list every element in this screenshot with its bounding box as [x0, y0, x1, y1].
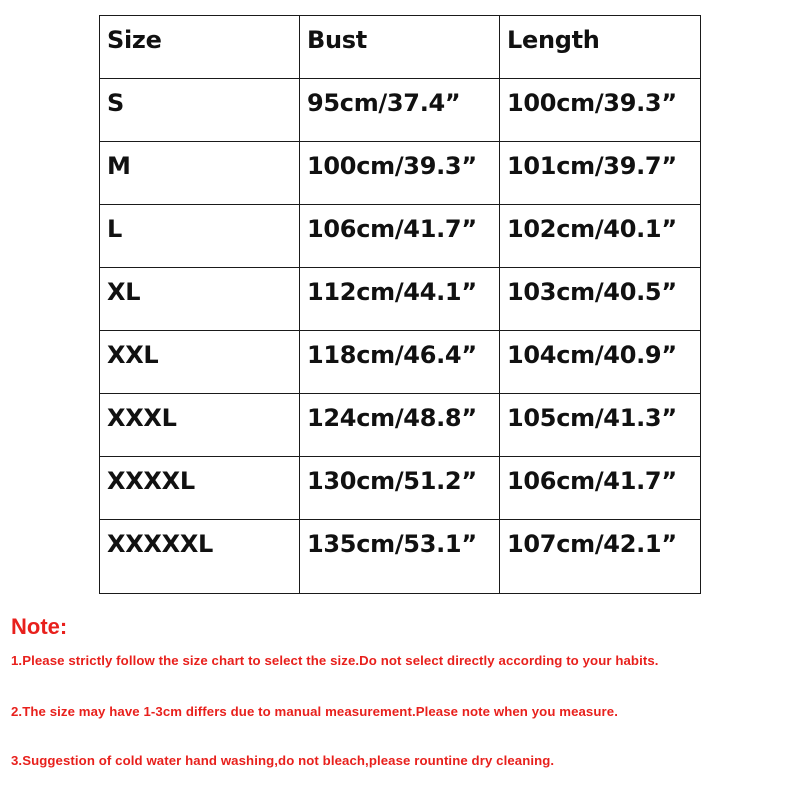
- size-value: M: [107, 152, 131, 180]
- size-cell: [100, 394, 300, 457]
- bust-value: 106cm/41.7”: [307, 215, 477, 243]
- size-value: XXXXXL: [107, 530, 214, 558]
- size-value: L: [107, 215, 122, 243]
- table-row: [100, 142, 701, 205]
- bust-value: 112cm/44.1”: [307, 278, 477, 306]
- header-size-label: Size: [107, 26, 162, 54]
- size-cell: [100, 142, 300, 205]
- length-value: 106cm/41.7”: [507, 467, 677, 495]
- bust-cell: [300, 331, 500, 394]
- bust-value: 130cm/51.2”: [307, 467, 477, 495]
- length-value: 107cm/42.1”: [507, 530, 677, 558]
- table-row: [100, 79, 701, 142]
- length-value: 105cm/41.3”: [507, 404, 677, 432]
- size-chart-table: [99, 15, 701, 594]
- bust-cell: [300, 79, 500, 142]
- table-row: [100, 457, 701, 520]
- bust-value: 135cm/53.1”: [307, 530, 477, 558]
- bust-cell: [300, 268, 500, 331]
- bust-cell: [300, 520, 500, 594]
- length-value: 104cm/40.9”: [507, 341, 677, 369]
- bust-value: 118cm/46.4”: [307, 341, 477, 369]
- table-row: [100, 520, 701, 594]
- bust-cell: [300, 394, 500, 457]
- size-cell: [100, 457, 300, 520]
- header-length: [500, 16, 701, 79]
- length-value: 101cm/39.7”: [507, 152, 677, 180]
- bust-value: 95cm/37.4”: [307, 89, 461, 117]
- bust-value: 100cm/39.3”: [307, 152, 477, 180]
- size-cell: [100, 520, 300, 594]
- header-bust: [300, 16, 500, 79]
- table-row: [100, 205, 701, 268]
- length-cell: [500, 520, 701, 594]
- length-cell: [500, 205, 701, 268]
- table-row: [100, 268, 701, 331]
- size-value: XXL: [107, 341, 159, 369]
- size-cell: [100, 205, 300, 268]
- length-value: 102cm/40.1”: [507, 215, 677, 243]
- size-cell: [100, 331, 300, 394]
- size-cell: [100, 268, 300, 331]
- length-cell: [500, 79, 701, 142]
- note-item-3: 3.Suggestion of cold water hand washing,do not bleach,please rountine dry cleaning.: [11, 753, 555, 768]
- length-value: 103cm/40.5”: [507, 278, 677, 306]
- bust-cell: [300, 457, 500, 520]
- size-value: XXXXL: [107, 467, 195, 495]
- header-size: [100, 16, 300, 79]
- length-value: 100cm/39.3”: [507, 89, 677, 117]
- note-item-2: 2.The size may have 1-3cm differs due to manual measurement.Please note when you measure.: [11, 704, 618, 719]
- bust-cell: [300, 142, 500, 205]
- size-cell: [100, 79, 300, 142]
- length-cell: [500, 142, 701, 205]
- bust-cell: [300, 205, 500, 268]
- bust-value: 124cm/48.8”: [307, 404, 477, 432]
- table-header-row: [100, 16, 701, 79]
- header-length-label: Length: [507, 26, 600, 54]
- note-title: Note:: [11, 614, 68, 639]
- size-value: XL: [107, 278, 141, 306]
- length-cell: [500, 457, 701, 520]
- header-bust-label: Bust: [307, 26, 367, 54]
- length-cell: [500, 331, 701, 394]
- size-value: S: [107, 89, 124, 117]
- length-cell: [500, 268, 701, 331]
- size-value: XXXL: [107, 404, 177, 432]
- table-row: [100, 394, 701, 457]
- table-row: [100, 331, 701, 394]
- note-item-1: 1.Please strictly follow the size chart to select the size.Do not select directly according to your habits.: [11, 653, 659, 668]
- length-cell: [500, 394, 701, 457]
